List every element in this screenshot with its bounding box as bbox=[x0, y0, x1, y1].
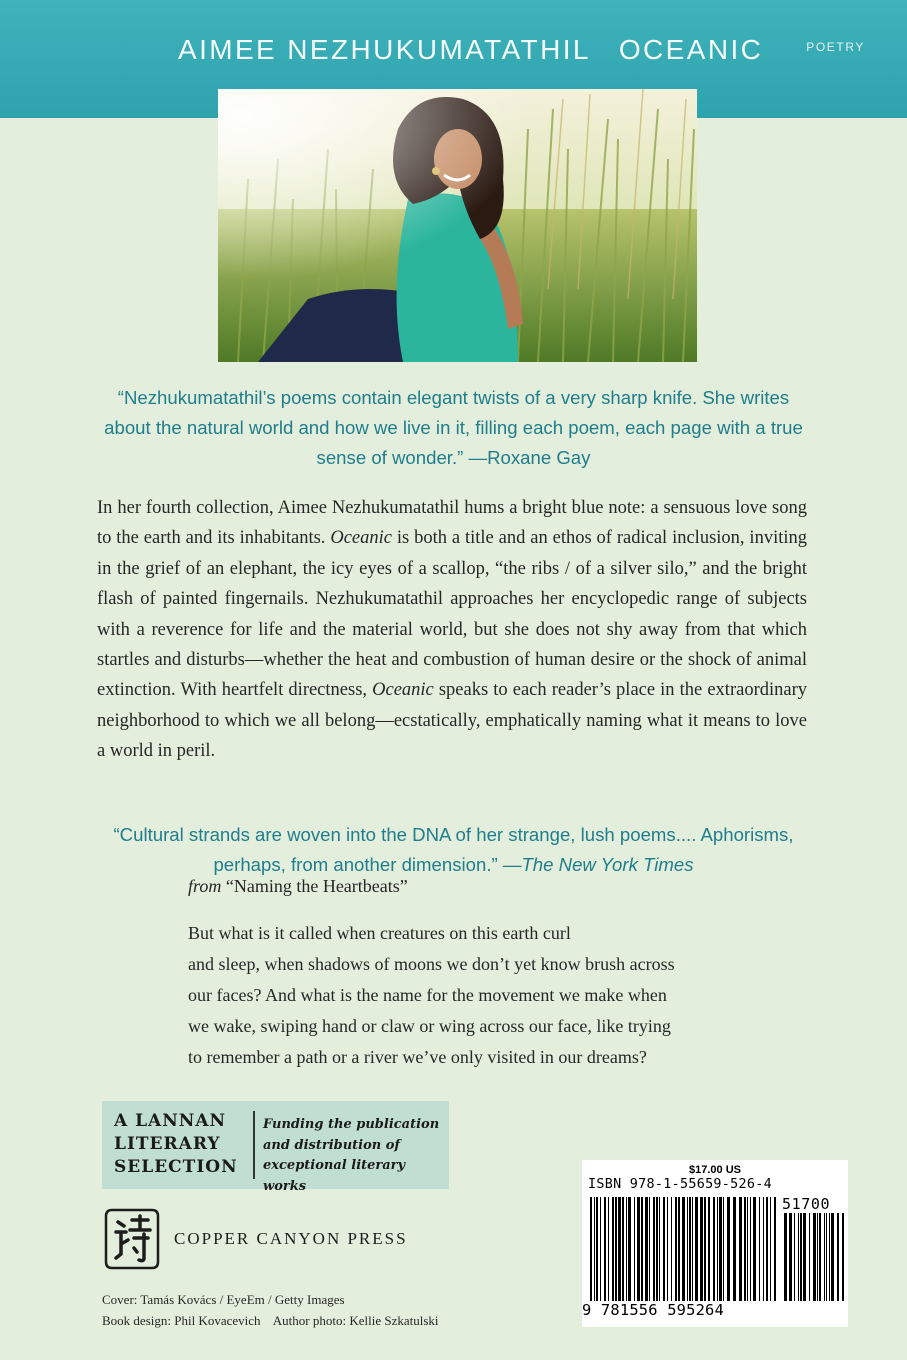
lannan-title bbox=[114, 1110, 238, 1179]
ean-digits: 9 781556 595264 bbox=[582, 1301, 724, 1319]
barcode-bar bbox=[700, 1197, 703, 1301]
price-addon-digits: 51700 bbox=[782, 1195, 831, 1213]
category-label: POETRY bbox=[806, 40, 865, 54]
barcode-bar bbox=[641, 1197, 643, 1301]
barcode-bar bbox=[590, 1197, 592, 1301]
barcode-bar bbox=[704, 1197, 706, 1301]
barcode-bar bbox=[615, 1197, 617, 1301]
barcode-bar bbox=[747, 1197, 748, 1301]
barcode-bar bbox=[671, 1197, 672, 1301]
lannan-divider bbox=[253, 1111, 255, 1179]
barcode-bar bbox=[766, 1197, 768, 1301]
barcode-bar bbox=[829, 1213, 830, 1301]
excerpt-heading bbox=[188, 876, 408, 897]
barcode-bar bbox=[723, 1197, 724, 1301]
barcode-bar bbox=[649, 1197, 650, 1301]
book-description bbox=[97, 493, 807, 767]
excerpt-title: “Naming the Heartbeats” bbox=[221, 876, 408, 896]
lannan-tagline-line: and distribution of bbox=[263, 1137, 401, 1153]
barcode-bar bbox=[774, 1197, 776, 1301]
barcode-bar bbox=[789, 1213, 792, 1301]
description-part: speaks to each reader’s place in the extraordinary neighborhood to which we all belong—ecstatically, emphatically naming what it means to love a world in peril. bbox=[97, 680, 807, 762]
lannan-tagline bbox=[263, 1115, 449, 1197]
barcode-bar bbox=[618, 1197, 621, 1301]
quote-roxane-gay: “Nezhukumatathil’s poems contain elegant twists of a very sharp knife. She writes about the natural world and how we live in it, filling each poem, each page with a true sense of wonder.” —Roxane Gay bbox=[104, 387, 803, 468]
barcode-bar bbox=[800, 1213, 802, 1301]
barcode-bar bbox=[689, 1197, 691, 1301]
barcode-bar bbox=[634, 1197, 635, 1301]
poem-line: But what is it called when creatures on this earth curl bbox=[188, 923, 571, 943]
barcode-bar bbox=[713, 1197, 715, 1301]
barcode-bar bbox=[798, 1213, 799, 1301]
ean-barcode bbox=[590, 1197, 776, 1301]
barcode-bar bbox=[842, 1213, 844, 1301]
barcode-bar bbox=[612, 1197, 614, 1301]
barcode-panel bbox=[582, 1160, 848, 1327]
lannan-tagline-line: exceptional literary works bbox=[263, 1158, 406, 1194]
credit-design: Book design: Phil Kovacevich Author photo: Kellie Szkatulski bbox=[102, 1313, 439, 1328]
barcode-bar bbox=[653, 1197, 655, 1301]
barcode-bar bbox=[656, 1197, 658, 1301]
barcode-bar bbox=[596, 1197, 598, 1301]
barcode-bar bbox=[803, 1213, 806, 1301]
press-seal-icon bbox=[104, 1208, 160, 1270]
barcode-bar bbox=[708, 1197, 710, 1301]
barcode-bar bbox=[682, 1197, 685, 1301]
barcode-bar bbox=[733, 1197, 736, 1301]
poem-excerpt bbox=[188, 918, 788, 1073]
lannan-title-line: LITERARY bbox=[114, 1134, 221, 1154]
barcode-bar bbox=[675, 1197, 677, 1301]
barcode-bar bbox=[739, 1197, 742, 1301]
poem-line: we wake, swiping hand or claw or wing across our face, like trying bbox=[188, 1016, 671, 1036]
lannan-title-line: A LANNAN bbox=[114, 1111, 227, 1131]
author-photo bbox=[218, 89, 697, 362]
barcode-bar bbox=[717, 1197, 718, 1301]
price-label: $17.00 US bbox=[689, 1164, 741, 1176]
barcode-bar bbox=[637, 1197, 640, 1301]
barcode-bar bbox=[667, 1197, 668, 1301]
barcode-bar bbox=[659, 1197, 660, 1301]
credit-cover: Cover: Tamás Kovács / EyeEm / Getty Images bbox=[102, 1292, 345, 1307]
barcode-bar bbox=[813, 1213, 816, 1301]
barcode-bar bbox=[770, 1197, 771, 1301]
barcode-bar bbox=[794, 1213, 795, 1301]
barcode-bar bbox=[763, 1197, 764, 1301]
barcode-bar bbox=[628, 1197, 631, 1301]
barcode-bar bbox=[594, 1197, 595, 1301]
barcode-bar bbox=[809, 1213, 810, 1301]
excerpt-from: from bbox=[188, 876, 222, 896]
description-title-italic: Oceanic bbox=[372, 680, 434, 701]
barcode-bar bbox=[753, 1197, 756, 1301]
lannan-title-line: SELECTION bbox=[114, 1157, 238, 1177]
description-title-italic: Oceanic bbox=[330, 528, 392, 549]
book-title: OCEANIC bbox=[618, 34, 764, 65]
author-photo-illustration bbox=[218, 89, 697, 362]
barcode-bar bbox=[678, 1197, 680, 1301]
poem-line: our faces? And what is the name for the movement we make when bbox=[188, 985, 667, 1005]
barcode-bar bbox=[759, 1197, 760, 1301]
barcode-bar bbox=[626, 1197, 627, 1301]
barcode-bar bbox=[600, 1197, 601, 1301]
book-title-line bbox=[178, 34, 763, 66]
lannan-selection-box bbox=[102, 1101, 449, 1194]
barcode-bar bbox=[744, 1197, 746, 1301]
description-part: In her fourth collection, Aimee Nezhukumatathil hums a bright blue note: a sensuous love song to the earth and its inhabitants. bbox=[97, 498, 807, 549]
publisher-name: COPPER CANYON PRESS bbox=[174, 1229, 408, 1248]
isbn-label: ISBN 978-1-55659-526-4 bbox=[588, 1177, 772, 1192]
barcode-bar bbox=[819, 1213, 821, 1301]
barcode-bar bbox=[687, 1197, 688, 1301]
description-part: is both a title and an ethos of radical inclusion, inviting in the grief of an elephant, the icy eyes of a scallop, “the ribs / of a silver silo,” and the bright flash of painted fingernails. Nezhukumatathil approaches her encyclopedic range of subjects with a reverence for life and the material world, but she does not shy away from that which startles and disturbs—whether the heat and combustion of human desire or the shock of animal extinction. With heartfelt directness, bbox=[97, 528, 807, 701]
barcode-bar bbox=[837, 1213, 839, 1301]
barcode-bar bbox=[608, 1197, 609, 1301]
barcode-bar bbox=[622, 1197, 624, 1301]
addon-barcode bbox=[784, 1213, 844, 1301]
credits bbox=[102, 1289, 439, 1331]
barcode-bar bbox=[826, 1213, 827, 1301]
barcode-bar bbox=[817, 1213, 818, 1301]
barcode-bar bbox=[824, 1213, 825, 1301]
barcode-bar bbox=[695, 1197, 698, 1301]
poem-line: to remember a path or a river we’ve only visited in our dreams? bbox=[188, 1047, 647, 1067]
quote-nyt-source: The New York Times bbox=[521, 854, 694, 875]
poem-line: and sleep, when shadows of moons we don’t yet know brush across bbox=[188, 954, 675, 974]
barcode-bar bbox=[750, 1197, 751, 1301]
quote-nyt bbox=[100, 820, 807, 880]
quote-nyt-text: “Cultural strands are woven into the DNA of her strange, lush poems.... Aphorisms, perhaps, from another dimension.” — bbox=[113, 824, 794, 875]
lannan-tagline-line: Funding the publication bbox=[263, 1117, 440, 1132]
barcode-bar bbox=[663, 1197, 665, 1301]
barcode-bar bbox=[784, 1213, 787, 1301]
barcode-bar bbox=[692, 1197, 693, 1301]
author-name: AIMEE NEZHUKUMATATHIL bbox=[178, 34, 591, 65]
barcode-bar bbox=[719, 1197, 722, 1301]
barcode-bar bbox=[727, 1197, 730, 1301]
barcode-bar bbox=[831, 1213, 834, 1301]
barcode-bar bbox=[645, 1197, 648, 1301]
barcode-bar bbox=[604, 1197, 606, 1301]
